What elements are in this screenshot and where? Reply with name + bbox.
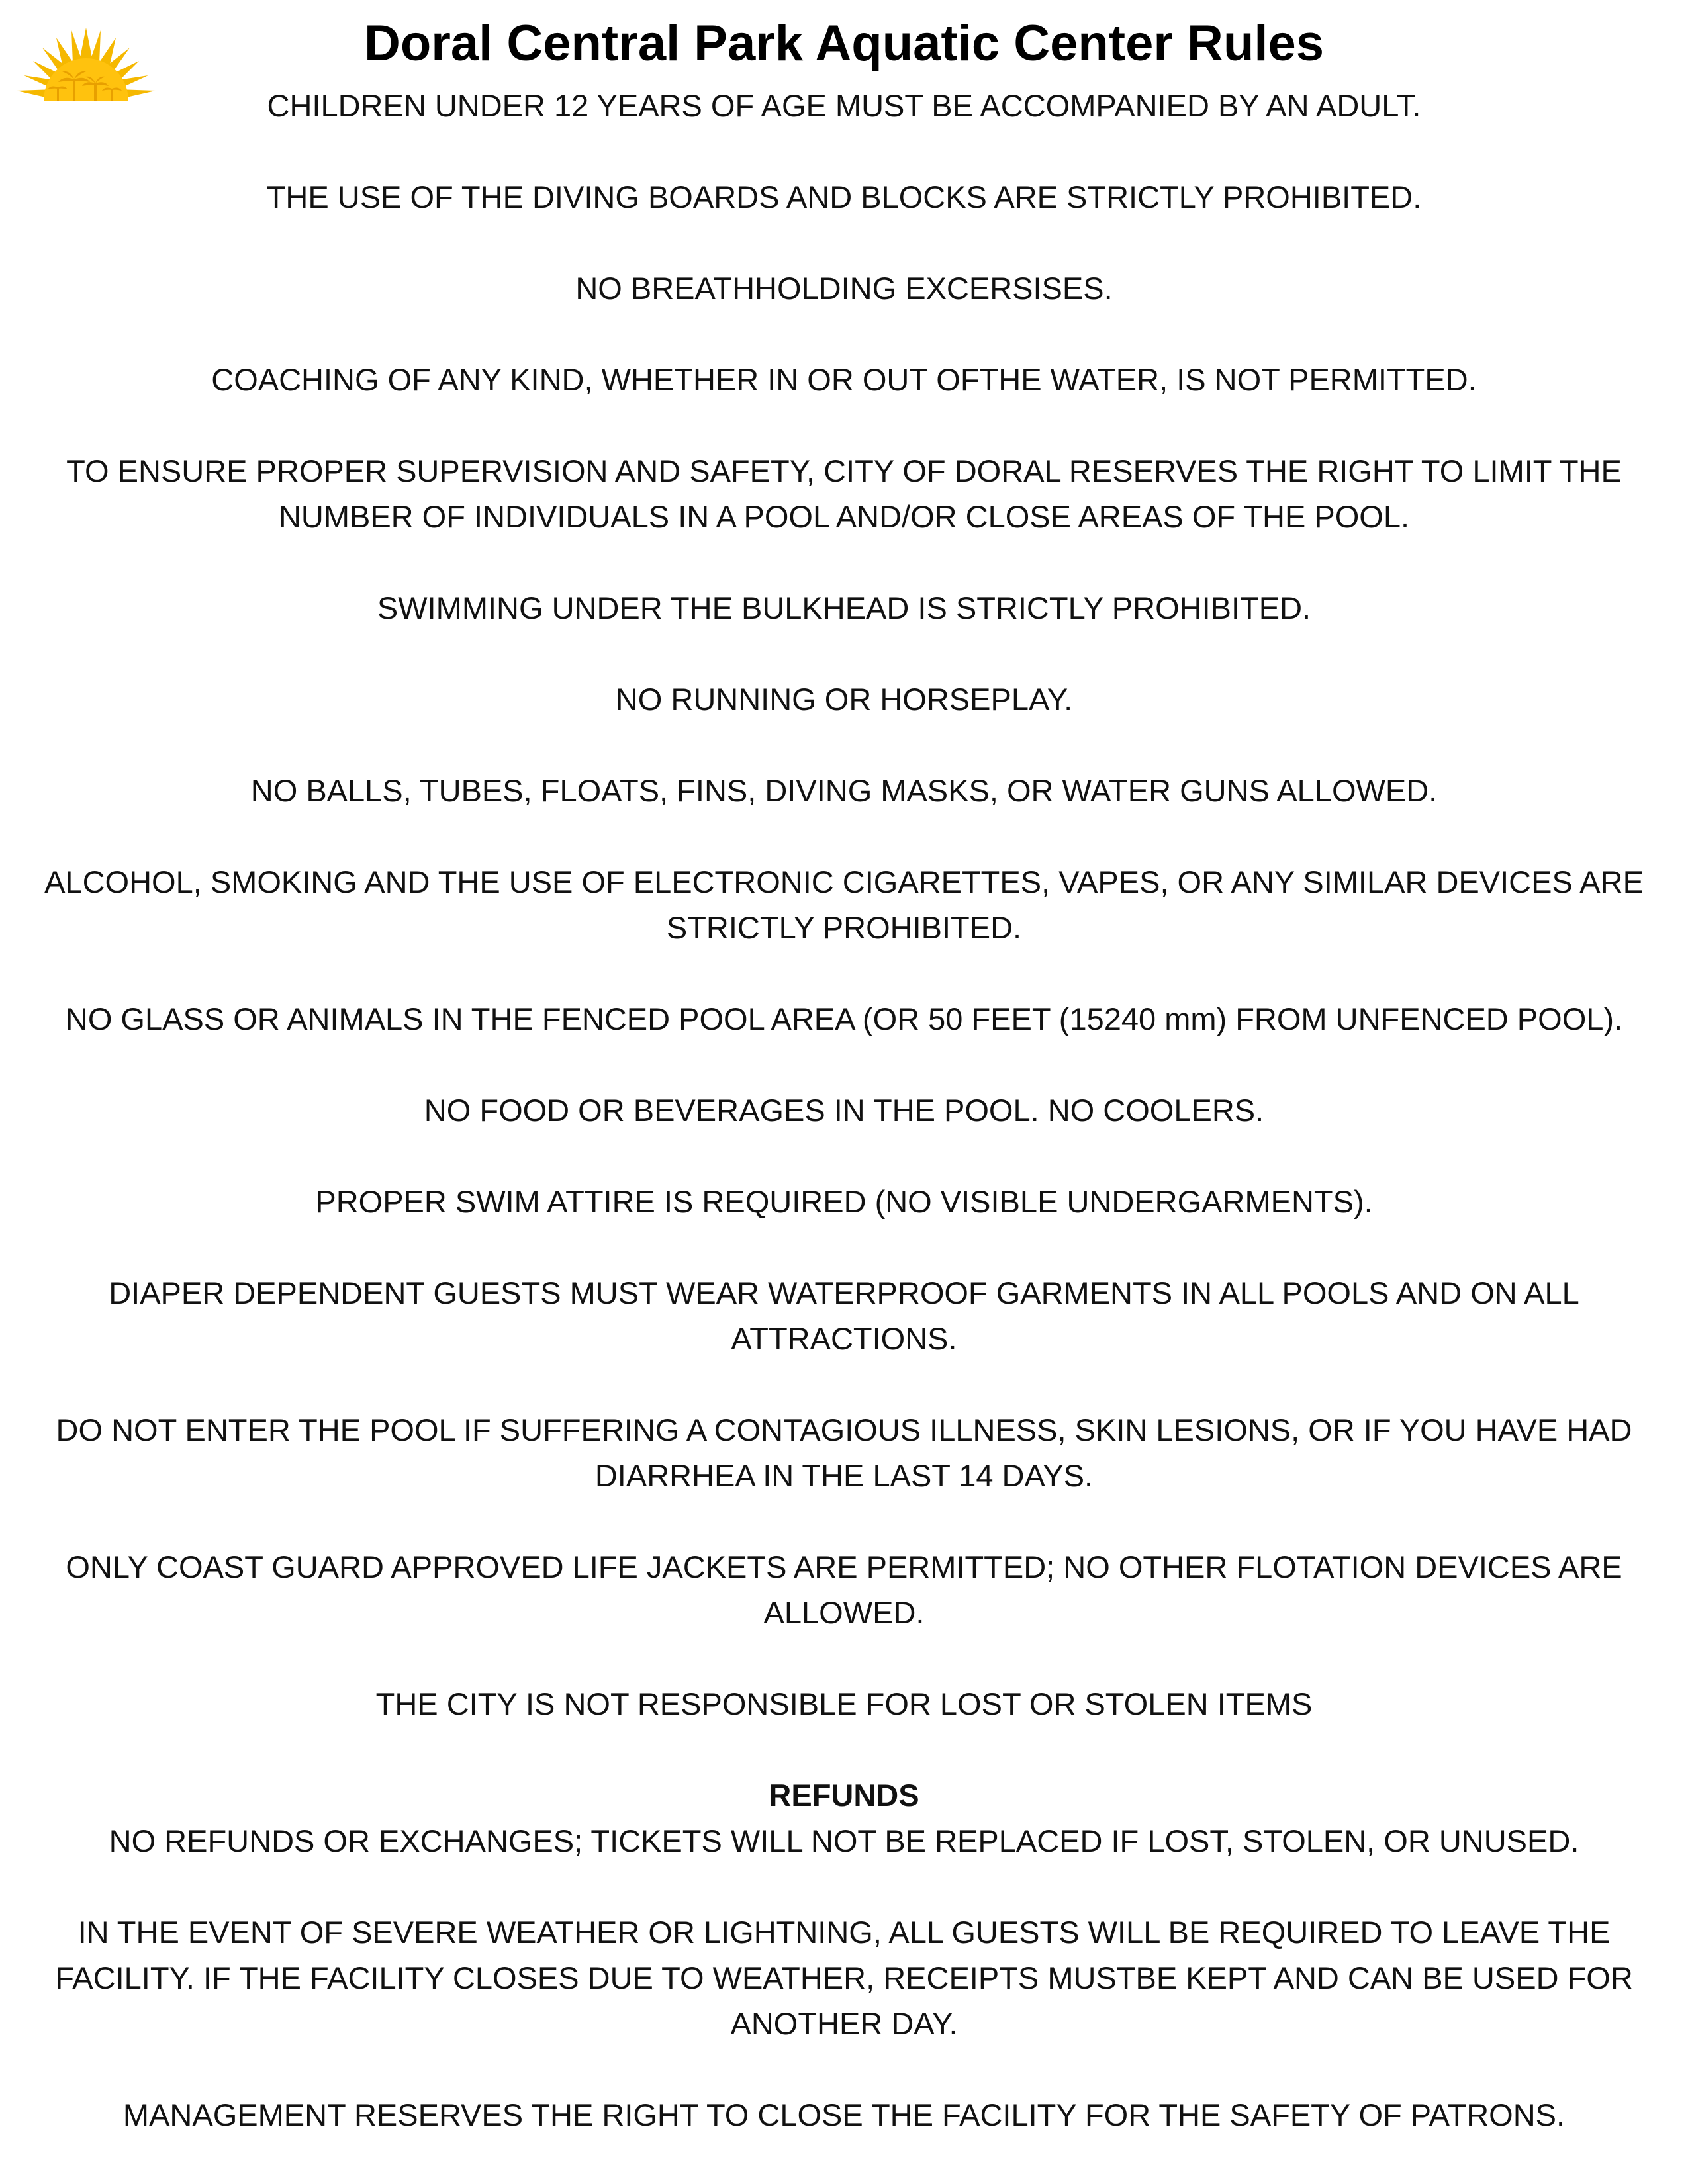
refund-item: MANAGEMENT RESERVES THE RIGHT TO CLOSE THE FACILITY FOR THE SAFETY OF PATRONS. [122,2097,1566,2132]
rule-item: DO NOT ENTER THE POOL IF SUFFERING A CONTAGIOUS ILLNESS, SKIN LESIONS, OR IF YOU HAVE HAD DIARRHEA IN THE LAST 14 DAYS. [56,1412,1632,1493]
rule-item: THE USE OF THE DIVING BOARDS AND BLOCKS ARE STRICTLY PROHIBITED. [266,179,1422,214]
rule-item: NO BALLS, TUBES, FLOATS, FINS, DIVING MASKS, OR WATER GUNS ALLOWED. [250,773,1438,808]
rule-item: COACHING OF ANY KIND, WHETHER IN OR OUT OFTHE WATER, IS NOT PERMITTED. [211,362,1477,397]
rule-item: NO BREATHHOLDING EXCERSISES. [575,271,1113,306]
refund-item: IN THE EVENT OF SEVERE WEATHER OR LIGHTNING, ALL GUESTS WILL BE REQUIRED TO LEAVE THE FACILITY. IF THE FACILITY CLOSES DUE TO WEATHER, RECEIPTS MUSTBE KEPT AND CAN BE USED FOR ANOTHER DAY. [55,1915,1633,2041]
refund-item: NO REFUNDS OR EXCHANGES; TICKETS WILL NOT BE REPLACED IF LOST, STOLEN, OR UNUSED. [109,1823,1579,1858]
page-title: Doral Central Park Aquatic Center Rules [363,15,1325,71]
rule-item: DIAPER DEPENDENT GUESTS MUST WEAR WATERPROOF GARMENTS IN ALL POOLS AND ON ALL ATTRACTIONS. [109,1275,1579,1356]
rule-item: CHILDREN UNDER 12 YEARS OF AGE MUST BE ACCOMPANIED BY AN ADULT. [267,88,1421,123]
rule-item: ALCOHOL, SMOKING AND THE USE OF ELECTRONIC CIGARETTES, VAPES, OR ANY SIMILAR DEVICES ARE STRICTLY PROHIBITED. [44,864,1644,945]
rule-item: ONLY COAST GUARD APPROVED LIFE JACKETS ARE PERMITTED; NO OTHER FLOTATION DEVICES ARE ALLOWED. [66,1549,1622,1630]
rule-item: THE CITY IS NOT RESPONSIBLE FOR LOST OR STOLEN ITEMS [375,1686,1313,1721]
refunds-heading: REFUNDS [769,1778,919,1813]
rule-item: SWIMMING UNDER THE BULKHEAD IS STRICTLY PROHIBITED. [377,590,1311,625]
rule-item: NO GLASS OR ANIMALS IN THE FENCED POOL AREA (OR 50 FEET (15240 mm) FROM UNFENCED POOL). [65,1001,1623,1036]
rule-item: NO RUNNING OR HORSEPLAY. [615,682,1073,717]
rule-item: PROPER SWIM ATTIRE IS REQUIRED (NO VISIBLE UNDERGARMENTS). [315,1184,1373,1219]
rule-item: TO ENSURE PROPER SUPERVISION AND SAFETY, CITY OF DORAL RESERVES THE RIGHT TO LIMIT THE NUMBER OF INDIVIDUALS IN A POOL AND/OR CLOSE AREAS OF THE POOL. [66,453,1622,534]
rules-list [26,83,1662,2138]
rule-item: NO FOOD OR BEVERAGES IN THE POOL. NO COOLERS. [424,1093,1264,1128]
